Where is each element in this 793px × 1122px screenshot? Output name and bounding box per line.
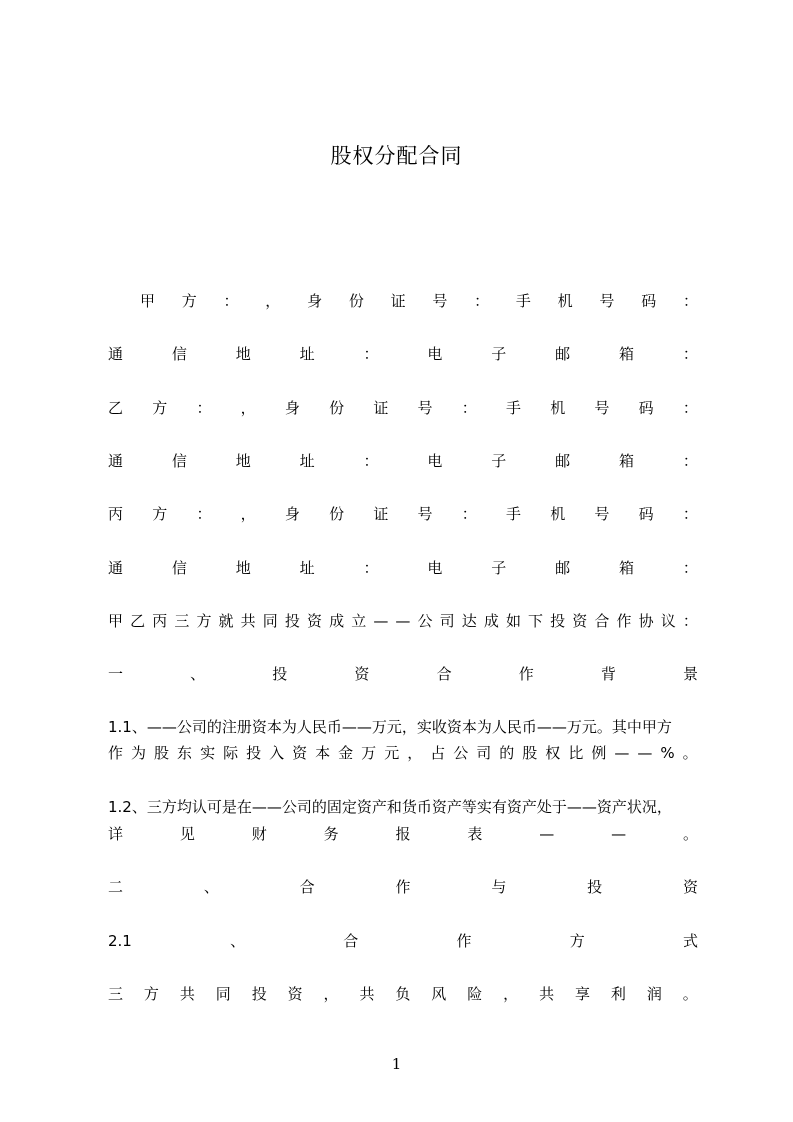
- line-glyph: 司: [476, 744, 492, 762]
- line-glyph: 证: [390, 292, 406, 310]
- line-glyph: 箱: [619, 345, 635, 363]
- line-glyph: 作: [616, 612, 632, 630]
- line-glyph: 邮: [555, 452, 571, 470]
- line-glyph: ，: [323, 985, 339, 1003]
- party-c-identity-line: [108, 503, 698, 525]
- line-glyph: 利: [610, 985, 626, 1003]
- line-glyph: 金: [338, 744, 354, 762]
- line-glyph: 地: [235, 452, 251, 470]
- line-glyph: 。: [682, 825, 698, 843]
- line-glyph: 资: [572, 612, 588, 630]
- line-glyph: 投: [284, 612, 300, 630]
- line-glyph: 三: [174, 612, 190, 630]
- line-glyph: ：: [474, 292, 490, 310]
- line-glyph: 为: [131, 744, 147, 762]
- line-glyph: 下: [528, 612, 544, 630]
- page-number: 1: [391, 1055, 402, 1073]
- line-glyph: 比: [568, 744, 584, 762]
- line-glyph: 、: [230, 932, 246, 950]
- line-glyph: ：: [682, 452, 698, 470]
- line-glyph: 信: [171, 345, 187, 363]
- line-glyph: 份: [348, 292, 364, 310]
- line-glyph: 方: [152, 399, 168, 417]
- line-glyph: 电: [427, 559, 443, 577]
- line-glyph: 码: [638, 505, 654, 523]
- line-glyph: 资: [682, 878, 698, 896]
- line-glyph: 投: [251, 985, 267, 1003]
- contract-title: 股权分配合同: [330, 144, 463, 168]
- line-glyph: ：: [682, 612, 698, 630]
- line-glyph: 甲: [140, 292, 156, 310]
- line-glyph: 方: [569, 932, 585, 950]
- line-glyph: 址: [299, 345, 315, 363]
- line-glyph: 权: [545, 744, 561, 762]
- line-glyph: 险: [467, 985, 483, 1003]
- line-glyph: 甲: [108, 612, 124, 630]
- line-glyph: —: [373, 612, 389, 630]
- line-glyph: 本: [315, 744, 331, 762]
- line-glyph: ：: [363, 452, 379, 470]
- line-glyph: 际: [223, 744, 239, 762]
- line-glyph: 股: [154, 744, 170, 762]
- line-glyph: 一: [108, 665, 124, 683]
- line-glyph: 共: [359, 985, 375, 1003]
- line-glyph: 机: [557, 292, 573, 310]
- line-glyph: 通: [108, 452, 124, 470]
- line-glyph: 二: [108, 878, 124, 896]
- line-glyph: ：: [196, 399, 212, 417]
- line-glyph: 址: [299, 559, 315, 577]
- line-glyph: 箱: [619, 559, 635, 577]
- line-glyph: 财: [251, 825, 267, 843]
- line-glyph: 司: [439, 612, 455, 630]
- line-glyph: 份: [329, 505, 345, 523]
- line-glyph: 立: [351, 612, 367, 630]
- line-glyph: ：: [682, 292, 698, 310]
- line-glyph: 手: [505, 399, 521, 417]
- line-glyph: 2.1: [108, 932, 132, 950]
- line-glyph: 合: [299, 878, 315, 896]
- line-glyph: 资: [354, 665, 370, 683]
- line-glyph: 身: [284, 505, 300, 523]
- line-glyph: 背: [600, 665, 616, 683]
- line-glyph: 子: [491, 452, 507, 470]
- line-glyph: 风: [431, 985, 447, 1003]
- line-glyph: 万: [361, 744, 377, 762]
- line-glyph: 乙: [130, 612, 146, 630]
- line-glyph: 见: [179, 825, 195, 843]
- clause-2-1-text: [108, 983, 698, 1005]
- line-glyph: 投: [272, 665, 288, 683]
- line-glyph: 子: [491, 559, 507, 577]
- line-glyph: ，: [265, 292, 281, 310]
- clause-1-2-line-2: [108, 823, 698, 845]
- line-glyph: 方: [196, 612, 212, 630]
- line-glyph: —: [611, 825, 627, 843]
- party-b-address-line: [108, 450, 698, 472]
- line-glyph: 手: [505, 505, 521, 523]
- line-glyph: 投: [550, 612, 566, 630]
- line-glyph: ，: [407, 744, 423, 762]
- line-glyph: 入: [269, 744, 285, 762]
- line-glyph: —: [614, 744, 630, 762]
- clause-1-1-line-2: [108, 742, 698, 764]
- line-glyph: 表: [467, 825, 483, 843]
- line-glyph: 电: [427, 345, 443, 363]
- line-glyph: 丙: [152, 612, 168, 630]
- line-glyph: —: [539, 825, 555, 843]
- line-glyph: ，: [240, 505, 256, 523]
- line-glyph: ：: [682, 559, 698, 577]
- line-glyph: 号: [432, 292, 448, 310]
- line-glyph: 股: [522, 744, 538, 762]
- line-glyph: 号: [417, 505, 433, 523]
- line-glyph: 共: [179, 985, 195, 1003]
- line-glyph: 邮: [555, 345, 571, 363]
- line-glyph: 成: [329, 612, 345, 630]
- line-glyph: 通: [108, 345, 124, 363]
- line-glyph: 码: [641, 292, 657, 310]
- party-a-identity-line: [108, 290, 698, 312]
- line-glyph: 邮: [555, 559, 571, 577]
- line-glyph: 地: [235, 559, 251, 577]
- line-glyph: 式: [682, 932, 698, 950]
- line-glyph: 共: [539, 985, 555, 1003]
- line-glyph: 的: [499, 744, 515, 762]
- line-glyph: 就: [218, 612, 234, 630]
- line-glyph: ，: [503, 985, 519, 1003]
- section-2-heading: [108, 876, 698, 898]
- line-glyph: 作: [108, 744, 124, 762]
- clause-1-1-line-1: 1.1、——公司的注册资本为人民币——万元，实收资本为人民币——万元。其中甲方: [108, 718, 672, 736]
- line-glyph: 合: [436, 665, 452, 683]
- line-glyph: 证: [373, 399, 389, 417]
- line-glyph: —: [395, 612, 411, 630]
- line-glyph: 详: [108, 825, 124, 843]
- line-glyph: ：: [363, 559, 379, 577]
- line-glyph: ：: [461, 399, 477, 417]
- line-glyph: ：: [461, 505, 477, 523]
- line-glyph: ：: [682, 345, 698, 363]
- line-glyph: 与: [491, 878, 507, 896]
- line-glyph: 公: [417, 612, 433, 630]
- line-glyph: 乙: [108, 399, 124, 417]
- line-glyph: 资: [306, 612, 322, 630]
- line-glyph: 协: [638, 612, 654, 630]
- line-glyph: 电: [427, 452, 443, 470]
- line-glyph: —: [637, 744, 653, 762]
- line-glyph: 元: [384, 744, 400, 762]
- line-glyph: 润: [646, 985, 662, 1003]
- line-glyph: 码: [638, 399, 654, 417]
- line-glyph: 信: [171, 559, 187, 577]
- line-glyph: 号: [599, 292, 615, 310]
- line-glyph: 享: [574, 985, 590, 1003]
- line-glyph: ：: [363, 345, 379, 363]
- line-glyph: 子: [491, 345, 507, 363]
- line-glyph: 丙: [108, 505, 124, 523]
- line-glyph: 如: [505, 612, 521, 630]
- line-glyph: 投: [246, 744, 262, 762]
- line-glyph: 方: [143, 985, 159, 1003]
- line-glyph: 合: [594, 612, 610, 630]
- line-glyph: 身: [284, 399, 300, 417]
- line-glyph: 同: [262, 612, 278, 630]
- line-glyph: 务: [323, 825, 339, 843]
- party-b-identity-line: [108, 397, 698, 419]
- line-glyph: 资: [292, 744, 308, 762]
- line-glyph: 、: [190, 665, 206, 683]
- line-glyph: 证: [373, 505, 389, 523]
- line-glyph: 、: [203, 878, 219, 896]
- line-glyph: 成: [483, 612, 499, 630]
- line-glyph: 。: [682, 744, 698, 762]
- line-glyph: 议: [660, 612, 676, 630]
- section-1-heading: [108, 663, 698, 685]
- line-glyph: 箱: [619, 452, 635, 470]
- line-glyph: 共: [240, 612, 256, 630]
- line-glyph: %: [660, 744, 675, 762]
- line-glyph: 址: [299, 452, 315, 470]
- line-glyph: 号: [417, 399, 433, 417]
- agreement-intro-line: [108, 610, 698, 632]
- line-glyph: ：: [682, 505, 698, 523]
- line-glyph: 机: [550, 399, 566, 417]
- line-glyph: 作: [395, 878, 411, 896]
- line-glyph: 地: [235, 345, 251, 363]
- line-glyph: ，: [240, 399, 256, 417]
- line-glyph: 同: [215, 985, 231, 1003]
- line-glyph: 手: [515, 292, 531, 310]
- line-glyph: ：: [682, 399, 698, 417]
- line-glyph: 作: [518, 665, 534, 683]
- line-glyph: 通: [108, 559, 124, 577]
- line-glyph: 机: [550, 505, 566, 523]
- line-glyph: 。: [682, 985, 698, 1003]
- clause-2-1-heading: [108, 930, 698, 952]
- line-glyph: 实: [200, 744, 216, 762]
- party-c-address-line: [108, 557, 698, 579]
- line-glyph: 身: [307, 292, 323, 310]
- line-glyph: 信: [171, 452, 187, 470]
- line-glyph: 方: [181, 292, 197, 310]
- clause-1-2-line-1: 1.2、三方均认可是在——公司的固定资产和货币资产等实有资产处于——资产状况，: [108, 798, 672, 816]
- line-glyph: 公: [453, 744, 469, 762]
- line-glyph: 三: [108, 985, 124, 1003]
- line-glyph: 号: [594, 399, 610, 417]
- line-glyph: 投: [587, 878, 603, 896]
- line-glyph: 作: [456, 932, 472, 950]
- line-glyph: 东: [177, 744, 193, 762]
- line-glyph: 达: [461, 612, 477, 630]
- line-glyph: 例: [591, 744, 607, 762]
- line-glyph: ：: [196, 505, 212, 523]
- line-glyph: 资: [287, 985, 303, 1003]
- line-glyph: 负: [395, 985, 411, 1003]
- party-a-address-line: [108, 343, 698, 365]
- line-glyph: 方: [152, 505, 168, 523]
- line-glyph: 景: [682, 665, 698, 683]
- line-glyph: 份: [329, 399, 345, 417]
- line-glyph: 占: [430, 744, 446, 762]
- line-glyph: 合: [343, 932, 359, 950]
- line-glyph: 报: [395, 825, 411, 843]
- line-glyph: 号: [594, 505, 610, 523]
- line-glyph: ：: [223, 292, 239, 310]
